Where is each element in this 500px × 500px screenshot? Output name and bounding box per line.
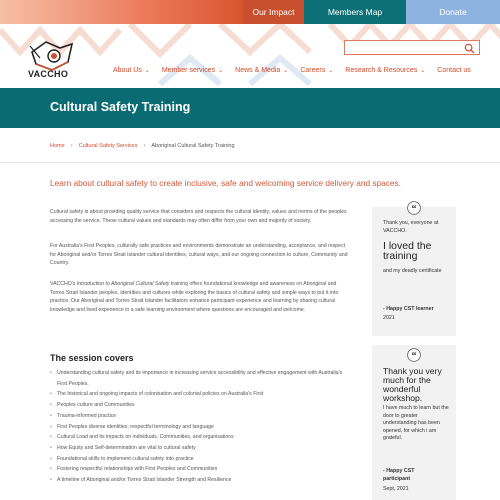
search-input[interactable] xyxy=(344,40,480,55)
nav-label: About Us xyxy=(113,67,142,74)
utility-bar-decoration xyxy=(0,0,243,24)
quote-icon xyxy=(407,348,421,362)
testimonial-year: 2021 xyxy=(383,315,395,321)
intro-text: VACCHO's xyxy=(50,281,77,287)
intro-paragraph: For Australia's First Peoples, culturally safe practices and environments demonstrate an understanding, acceptance, and respect for Aboriginal and/or Torres Strait Islander cultural identities, cultural ways, and our ongoing connection to culture, Community and Country. xyxy=(50,243,348,267)
nav-label: Contact us xyxy=(437,67,471,74)
divider xyxy=(0,162,500,163)
breadcrumb-home[interactable]: Home xyxy=(50,143,65,149)
nav-about-us[interactable] xyxy=(113,67,150,74)
testimonial-year: Sept, 2021 xyxy=(383,486,409,492)
list-item: • A timeline of Aboriginal and/or Torres Strait Islander Strength and Resilience xyxy=(50,475,350,486)
nav-label: Research & Resources xyxy=(345,67,418,74)
page-title: Cultural Safety Training xyxy=(50,100,191,114)
site-header xyxy=(0,24,500,88)
intro-paragraph: Cultural safety is about providing quality service that considers and respects the cultural identity, values and norms of the peoples accessing the service. These cultural values and standards may often differ from your own and majority of society. xyxy=(50,209,347,224)
our-impact-link[interactable]: Our Impact xyxy=(243,0,304,24)
donate-button[interactable]: Donate xyxy=(406,0,500,24)
utility-bar xyxy=(0,0,500,24)
testimonial-headline: I loved the training xyxy=(383,240,432,262)
logo-text: VACCHO xyxy=(28,69,69,79)
chevron-down-icon: ⌄ xyxy=(283,68,289,74)
testimonial-author: - Happy CST participant xyxy=(383,468,415,482)
members-map-link[interactable]: Members Map xyxy=(304,0,406,24)
lead-text: Learn about cultural safety to create inclusive, safe and welcoming service delivery and spaces. xyxy=(50,178,401,188)
section-heading: The session covers xyxy=(50,353,134,363)
session-list xyxy=(50,368,350,486)
list-item: • Understanding cultural safety and its importance in increasing service accessibility and effective engagement with Australia's First Peoples. xyxy=(50,368,350,389)
breadcrumb-section[interactable]: Cultural Safety Services xyxy=(78,143,138,149)
testimonial-card xyxy=(372,204,456,336)
chevron-right-icon: › xyxy=(70,143,73,149)
nav-research-resources[interactable] xyxy=(345,67,425,74)
intro-text: training offers foundational knowledge and awareness on Aboriginal and Torres Strait Islander peoples, identities and cultures while exploring the basics of cultural safety and simple ways to put it into practice. Our Aboriginal and Torres Strait Islander facilitators enhance participant experience and learning by sharing cultural knowledge and lived experience in a safe learning environment where questions are encouraged and welcome. xyxy=(50,281,339,313)
testimonial-headline: Thank you very much for the wonderful workshop. xyxy=(383,366,442,403)
chevron-down-icon: ⌄ xyxy=(144,68,150,74)
testimonial-card xyxy=(372,345,456,500)
list-item: • Foundational skills to implement cultural safety into practice xyxy=(50,454,350,465)
breadcrumb xyxy=(50,143,235,149)
list-item: • First Peoples diverse identities; respectful terminology and language xyxy=(50,422,350,433)
course-name: Introduction to Aboriginal Cultural Safety xyxy=(76,281,170,287)
nav-news-media[interactable] xyxy=(235,67,288,74)
chevron-down-icon: ⌄ xyxy=(328,68,334,74)
chevron-right-icon: › xyxy=(143,143,146,149)
page-banner xyxy=(0,88,500,128)
intro-paragraph xyxy=(50,280,350,314)
list-item: • Peoples culture and Communities xyxy=(50,400,350,411)
testimonial-body: I have much to learn but the door to greater understanding has been opened, for which i am grateful. xyxy=(383,405,449,441)
nav-label: Member services xyxy=(161,67,216,74)
list-item: • The historical and ongoing impacts of colonisation and colonial policies on Australia's First xyxy=(50,389,350,400)
testimonial-body: and my deadly certificate xyxy=(383,268,442,274)
nav-careers[interactable] xyxy=(300,67,333,74)
list-item: • How Equity and Self-determination are vital to cultural safety xyxy=(50,443,350,454)
main-nav xyxy=(113,67,483,74)
svg-text:“: “ xyxy=(411,204,417,215)
nav-member-services[interactable] xyxy=(162,67,223,74)
chevron-down-icon: ⌄ xyxy=(420,68,426,74)
svg-text:“: “ xyxy=(411,351,417,362)
testimonial-intro: Thank you, everyone at VACCHO. xyxy=(383,220,439,234)
nav-label: News & Media xyxy=(235,67,281,74)
search-icon[interactable] xyxy=(464,43,475,54)
list-item: • Cultural Load and its impacts on individuals, Communities, and organisations xyxy=(50,432,350,443)
list-item: • Trauma-informed practice xyxy=(50,411,350,422)
nav-contact-us[interactable] xyxy=(437,67,470,74)
nav-label: Careers xyxy=(300,67,326,74)
chevron-down-icon: ⌄ xyxy=(218,68,224,74)
list-item: • Fostering respectful relationships with First Peoples and Communities xyxy=(50,464,350,475)
testimonial-author: - Happy CST learner xyxy=(383,306,434,312)
quote-icon xyxy=(407,201,421,215)
breadcrumb-current: Aboriginal Cultural Safety Training xyxy=(151,143,235,149)
